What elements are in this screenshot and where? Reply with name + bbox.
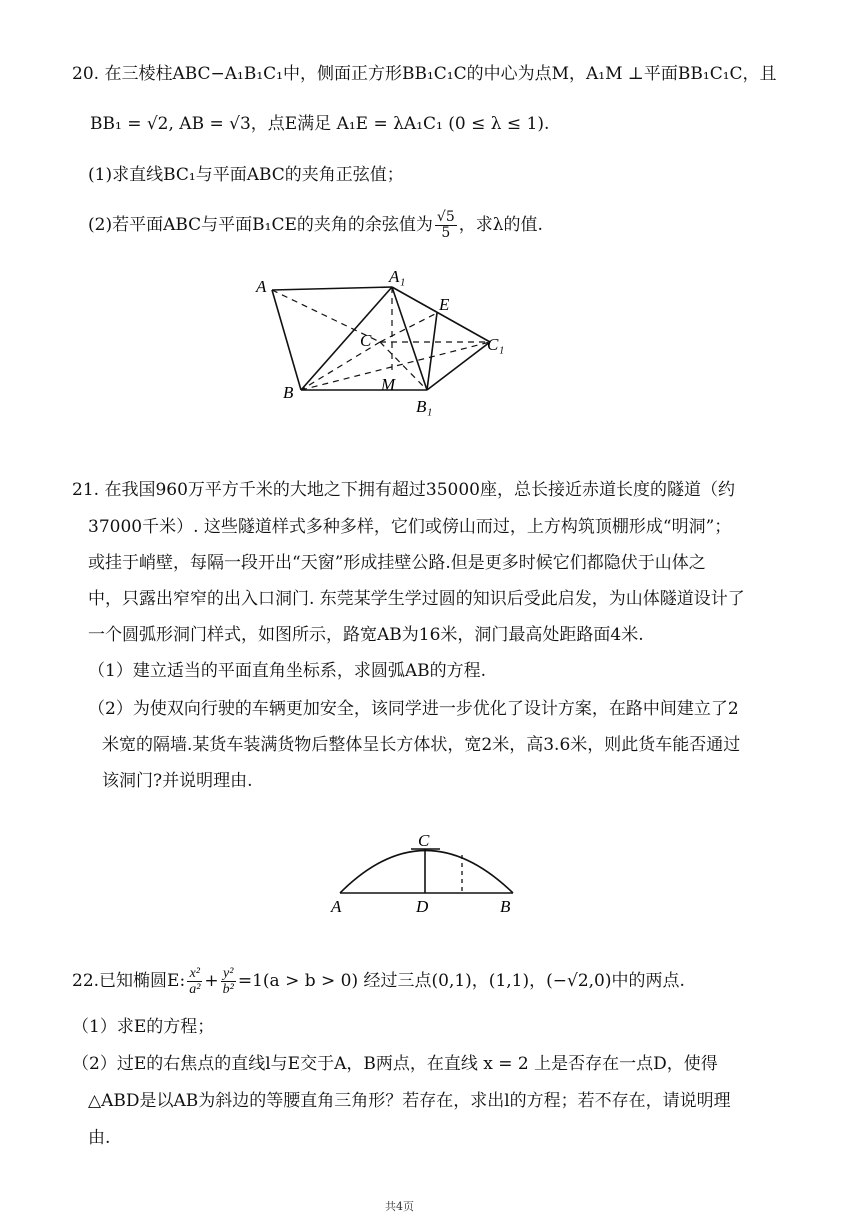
q22-part2-line3: 由. — [88, 1128, 111, 1148]
label-M: M — [381, 375, 396, 394]
q21-stem-line5: 一个圆弧形洞门样式，如图所示，路宽AB为16米，洞门最高处距路面4米. — [88, 625, 644, 645]
label-D: D — [416, 897, 429, 916]
q21-stem-line4: 中，只露出窄窄的出入口洞门. 东莞某学生学过圆的知识后受此启发，为山体隧道设计了 — [88, 589, 745, 609]
q21-stem-line2: 37000千米）. 这些隧道样式多种多样，它们或傍山而过，上方构筑顶棚形成“明洞”； — [88, 517, 732, 537]
q20-part2 — [88, 210, 543, 241]
edge-A-B — [272, 290, 301, 390]
label-B: B — [500, 897, 511, 916]
q21-stem-line1: 21. 在我国960万平方千米的大地之下拥有超过35000座，总长接近赤道长度的隧道（约 — [72, 480, 735, 500]
q22-stem-pre: 22.已知椭圆E: — [72, 971, 186, 991]
q21-part2-line2: 米宽的隔墙.某货车装满货物后整体呈长方体状，宽2米，高3.6米，则此货车能否通过 — [102, 735, 741, 755]
edge-B1-C1 — [427, 342, 490, 390]
label-E: E — [439, 295, 450, 314]
q22-stem: 22.已知椭圆E: $\frac{\text{x²}}{\text{a²}}$ + $\frac{\text{y²}}{\text{b²}}$ =1(a > b > 0) 经过三点(0,1)，(1,1)，(−√2,0)中的两点. — [72, 966, 685, 997]
q21-part2-line3: 该洞门?并说明理由. — [102, 771, 253, 791]
frac-y-num: y² — [221, 966, 236, 982]
q20-stem-line2: BB₁ = √2, AB = √3，点E满足 A₁E = λA₁C₁ (0 ≤ λ ≤ 1). — [90, 114, 550, 134]
tunnel-figure — [320, 828, 530, 918]
arc-AB — [340, 851, 513, 894]
page-footer: 共4页 — [385, 1200, 414, 1213]
q22-frac-y — [221, 966, 236, 997]
edge-A1-B1 — [392, 287, 427, 390]
q21-stem-line3: 或挂于峭壁，每隔一段开出“天窗”形成挂壁公路.但是更多时候它们都隐伏于山体之 — [88, 553, 706, 573]
q20-part1: (1)求直线BC₁与平面ABC的夹角正弦值； — [88, 165, 404, 185]
q22-stem-tail: =1(a > b > 0) 经过三点(0,1)，(1,1)，(−√2,0)中的两点. — [237, 971, 685, 991]
frac-y-den: b² — [222, 982, 234, 997]
label-C1: C₁ — [487, 335, 505, 354]
q22-part1: （1）求E的方程； — [72, 1017, 215, 1037]
q20-frac-num: √5 — [436, 209, 455, 225]
prism-figure — [250, 262, 520, 422]
q20-part2-text: (2)若平面ABC与平面B₁CE的夹角的余弦值为 — [88, 215, 433, 235]
label-B1: B₁ — [416, 397, 433, 416]
edge-A-A1 — [272, 287, 392, 290]
q22-frac-x — [187, 966, 202, 997]
label-A: A — [331, 897, 342, 916]
label-A: A — [256, 277, 267, 296]
frac-x-den: a² — [189, 982, 201, 997]
segment-E-B1 — [427, 313, 437, 390]
label-C: C — [360, 331, 372, 350]
frac-x-num: x² — [187, 966, 202, 982]
edge-B-A1 — [301, 287, 392, 390]
q21-part1: （1）建立适当的平面直角坐标系，求圆弧AB的方程. — [88, 661, 486, 681]
q20-part2-tail: ，求λ的值. — [458, 215, 543, 235]
q20-fraction — [435, 210, 457, 241]
label-B: B — [283, 383, 294, 402]
q21-part2-line1: （2）为使双向行驶的车辆更加安全，该同学进一步优化了设计方案，在路中间建立了2 — [88, 699, 739, 719]
label-A1: A₁ — [389, 267, 406, 286]
label-C: C — [418, 831, 430, 850]
hidden-B-C1 — [301, 342, 490, 390]
q22-part2-line1: （2）过E的右焦点的直线l与E交于A，B两点，在直线 x = 2 上是否存在一点D，使得 — [72, 1054, 718, 1074]
q20-stem-line1: 20. 在三棱柱ABC−A₁B₁C₁中，侧面正方形BB₁C₁C的中心为点M，A₁M ⊥平面BB₁C₁C，且 — [72, 64, 777, 84]
q20-frac-den: 5 — [441, 225, 451, 241]
q22-part2-line2: △ABD是以AB为斜边的等腰直角三角形？若存在，求出l的方程；若不存在，请说明理 — [88, 1091, 731, 1111]
